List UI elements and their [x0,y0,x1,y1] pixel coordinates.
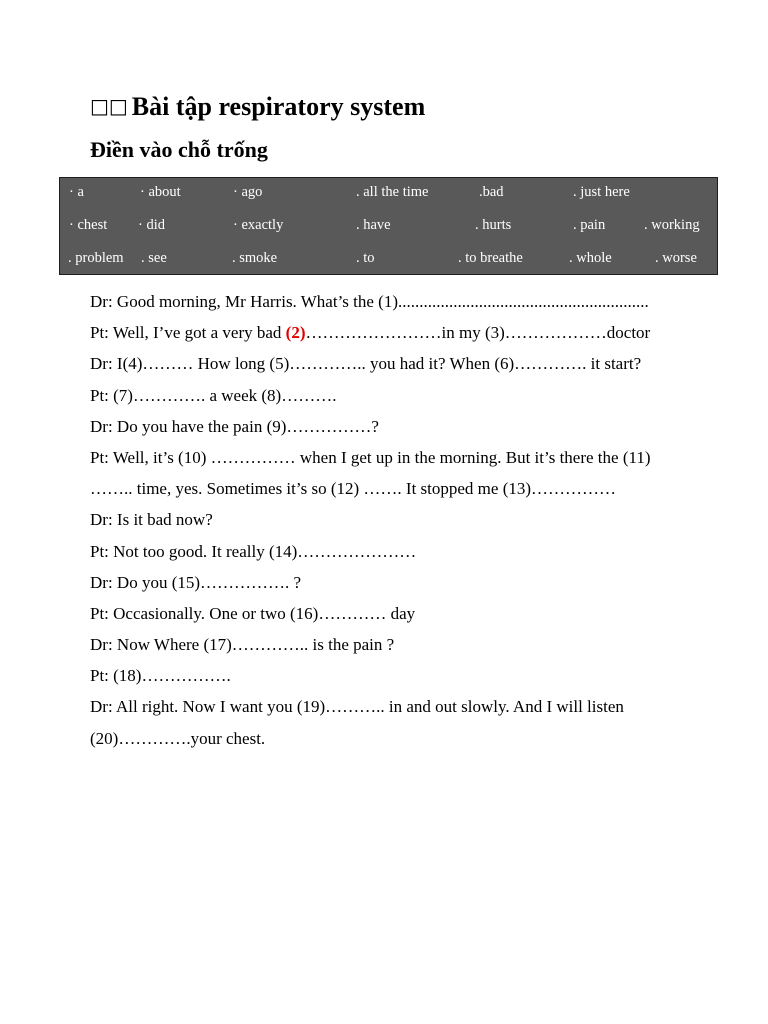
dialogue-line: Dr: Good morning, Mr Harris. What’s the (1)........................................................... [90,292,649,311]
dialogue-line: Dr: Do you (15)……………. ? [90,572,302,592]
word-bank-item: · exactly [233,217,284,233]
dialogue-line: Dr: I(4)……… How long (5)………….. you had it? When (6)…………. it start? [90,354,642,374]
word-bank-item: . problem [68,250,124,266]
word-bank-item: · ago [233,184,263,200]
dialogue-line: Pt: Well, it’s (10) …………… when I get up in the morning. But it’s there the (11) [90,447,651,467]
word-bank-item: · a [69,184,84,200]
page-title [90,92,425,122]
word-bank-item: . whole [569,250,612,266]
dialogue-line: Pt: (7)…………. a week (8)………. [90,385,337,405]
word-bank-item: .bad [479,184,504,200]
dialogue-line: Pt: Not too good. It really (14)………………… [90,541,417,561]
word-bank-item: . have [356,217,391,233]
word-bank-item: . working [644,217,700,233]
dialogue-text: ……………………in my (3)………………doctor [305,323,651,343]
word-bank-item: . all the time [356,184,429,200]
word-bank-box [59,177,718,275]
word-bank-item: . hurts [475,217,512,233]
dialogue-line: …….. time, yes. Sometimes it’s so (12) ……. It stopped me (13)…………… [90,479,617,499]
dialogue-line: Dr: Is it bad now? [90,510,213,530]
word-bank-item: · chest [69,217,108,233]
dialogue-line: Dr: All right. Now I want you (19)……….. in and out slowly. And I will listen [90,697,624,717]
dialogue-line [90,317,710,348]
title-text: Bài tập respiratory system [131,92,426,121]
dialogue-line: Dr: Do you have the pain (9)……………? [90,416,379,436]
dialogue-line: Pt: (18)……………. [90,666,231,686]
highlighted-blank-number: (2) [285,323,306,343]
word-bank-item: . worse [655,250,697,266]
word-bank-item: . to breathe [458,250,523,266]
dialogue-line: Pt: Occasionally. One or two (16)………… day [90,603,416,623]
word-bank-item: . to [356,250,375,266]
dialogue-line: (20)………….your chest. [90,728,266,748]
word-bank-item: . smoke [232,250,278,266]
word-bank-item: . pain [573,217,606,233]
word-bank-item: · about [140,184,181,200]
word-bank-item: · did [138,217,165,233]
word-bank-item: . just here [573,184,630,200]
dialogue-line: Dr: Now Where (17)………….. is the pain ? [90,635,395,655]
title-glyph: □□ [90,94,128,118]
dialogue-exercise [90,286,710,754]
dialogue-text: Pt: Well, I’ve got a very bad [90,323,286,343]
word-bank-item: . see [141,250,167,266]
page-subtitle: Điền vào chỗ trống [90,137,268,162]
